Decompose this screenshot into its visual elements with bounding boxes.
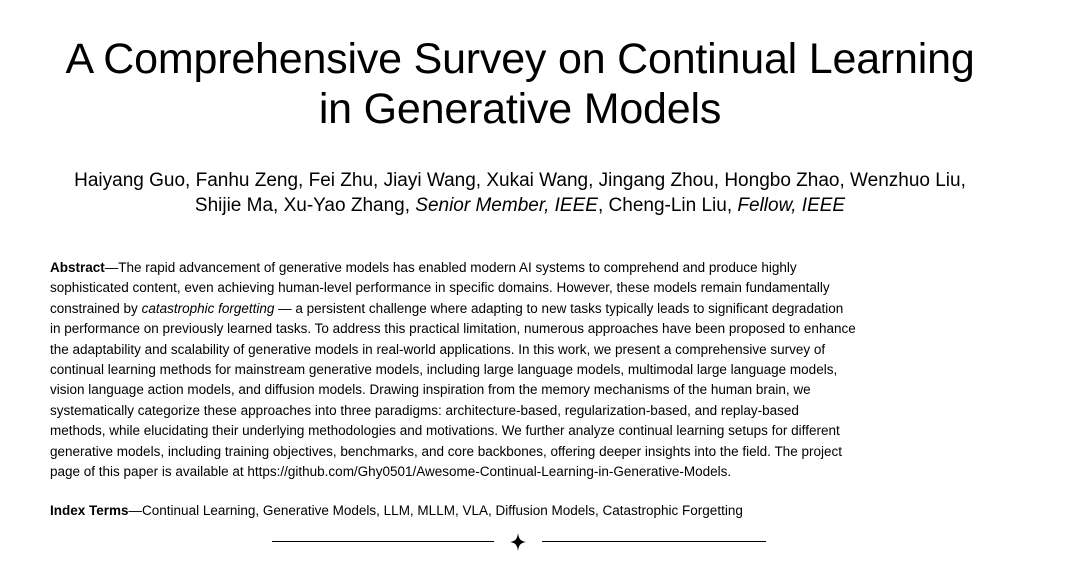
abstract-label: Abstract	[50, 260, 105, 275]
author-names-part-1: Shijie Ma, Xu-Yao Zhang,	[194, 195, 416, 216]
abstract-line-4: in performance on previously learned tasks. To address this practical limitation, numerous approaches have been proposed to enhance	[50, 321, 856, 337]
abstract-text-3a: constrained by	[50, 300, 142, 316]
abstract-line-3	[50, 299, 996, 319]
paper-title	[0, 34, 1040, 134]
abstract-line-2: sophisticated content, even achieving human-level performance in specific domains. However, these models remain fundamentally	[50, 280, 830, 296]
abstract-line-11: page of this paper is available at https://github.com/Ghy0501/Awesome-Continual-Learning-in-Generative-Models.	[50, 464, 732, 480]
author-line-2	[0, 193, 1040, 218]
author-role-fellow: Fellow, IEEE	[737, 195, 846, 216]
four-point-star-icon	[505, 531, 531, 553]
abstract	[50, 258, 996, 482]
abstract-line-6: continual learning methods for mainstream generative models, including large language models, multimodal large language models,	[50, 362, 838, 378]
author-list	[0, 168, 1040, 218]
author-names-part-2: , Cheng-Lin Liu,	[597, 195, 738, 216]
section-divider	[272, 531, 766, 553]
abstract-text-3b: — a persistent challenge where adapting to new tasks typically leads to significant degradation	[274, 300, 844, 316]
divider-rule-left	[272, 541, 494, 542]
abstract-line-10: generative models, including training objectives, benchmarks, and core backbones, offering deeper insights into the field. The project	[50, 443, 842, 459]
abstract-line-1	[50, 258, 996, 278]
abstract-emphasis: catastrophic forgetting	[141, 300, 275, 316]
abstract-line-8: systematically categorize these approaches into three paradigms: architecture-based, regularization-based, and replay-based	[50, 402, 799, 418]
paper-title-line-2: in Generative Models	[318, 85, 722, 133]
abstract-line-9: methods, while elucidating their underlying methodologies and motivations. We further analyze continual learning setups for different	[50, 423, 840, 439]
index-terms-label: Index Terms	[50, 503, 129, 518]
abstract-text-1: —The rapid advancement of generative models has enabled modern AI systems to comprehend and produce highly	[104, 260, 797, 275]
divider-rule-right	[542, 541, 766, 542]
abstract-line-5: the adaptability and scalability of generative models in real-world applications. In this work, we present a comprehensive survey of	[50, 341, 826, 357]
paper-title-line-1: A Comprehensive Survey on Continual Learning	[65, 35, 975, 83]
index-terms-text: —Continual Learning, Generative Models, LLM, MLLM, VLA, Diffusion Models, Catastrophic Forgetting	[128, 503, 743, 518]
author-role-senior-member: Senior Member, IEEE	[415, 195, 598, 216]
author-line-1: Haiyang Guo, Fanhu Zeng, Fei Zhu, Jiayi Wang, Xukai Wang, Jingang Zhou, Hongbo Zhao, Wenzhuo Liu,	[74, 170, 966, 191]
index-terms	[50, 501, 996, 521]
abstract-line-7: vision language action models, and diffusion models. Drawing inspiration from the memory mechanisms of the human brain, we	[50, 382, 811, 398]
